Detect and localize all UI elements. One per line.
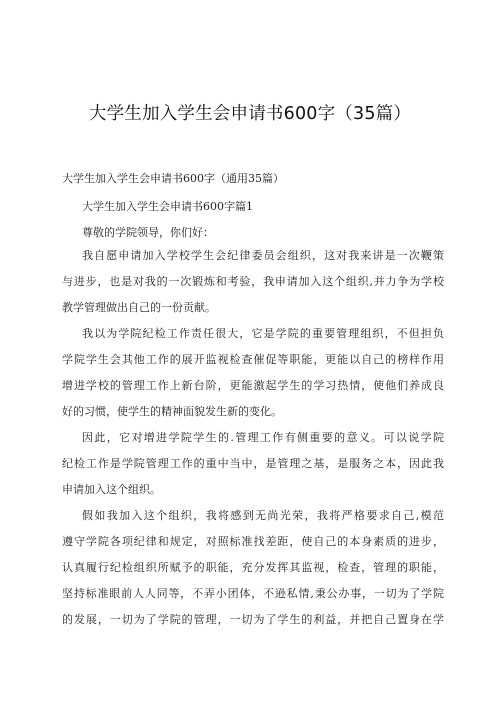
document-title: 大学生加入学生会申请书600字（35篇）	[88, 103, 412, 124]
body-paragraph	[62, 503, 444, 633]
paragraph-line: 坚持标准眼前人人同等，不弄小团体，不逊私情,秉公办事，一切为了学院	[62, 587, 444, 600]
paragraph-line: 认真履行纪检组织所赋予的职能，充分发挥其监视，检查，管理的职能，	[62, 561, 444, 574]
document-subtitle: 大学生加入学生会申请书600字（通用35篇）	[62, 172, 284, 185]
paragraph-line: 遵守学院各项纪律和规定，对照标准找差距，使自己的本身素质的进步，	[62, 535, 444, 548]
paragraph-line: 纪检工作是学院管理工作的重中当中，是管理之基，是服务之本，因此我	[62, 457, 444, 470]
paragraph-line: 我自愿申请加入学校学生会纪律委员会组织，这对我来讲是一次鞭策	[82, 249, 444, 262]
body-paragraph	[62, 243, 444, 321]
paragraph-line: 我以为学院纪检工作责任很大，它是学院的重要管理组织，不但担负	[82, 327, 444, 340]
paragraph-line: 申请加入这个组织。	[62, 483, 161, 496]
paragraph-line: 因此，它对增进学院学生的.管理工作有侧重要的意义。可以说学院	[82, 431, 444, 444]
paragraph-line: 好的习惯，使学生的精神面貌发生新的变化。	[62, 405, 282, 418]
paragraph-line: 的发展，一切为了学院的管理，一切为了学生的利益，并把自己置身在学	[62, 613, 444, 626]
paragraph-line: 与进步，也是对我的一次锻炼和考验，我申请加入这个组织,并力争为学校	[62, 275, 444, 288]
salutation: 尊敬的学院领导，你们好：	[82, 226, 214, 239]
paragraph-line: 教学管理做出自己的一份贡献。	[62, 301, 216, 314]
paragraph-line: 学院学生会其他工作的展开监视检查催促等职能，更能以自己的榜样作用	[62, 353, 444, 366]
body-paragraph	[62, 425, 444, 503]
paragraph-line: 增进学校的管理工作上新台阶，更能激起学生的学习热情，使他们养成良	[62, 379, 444, 392]
section-heading: 大学生加入学生会申请书600字篇1	[82, 200, 253, 213]
body-paragraph	[62, 321, 444, 425]
paragraph-line: 假如我加入这个组织，我将感到无尚光荣，我将严格要求自己,模范	[82, 509, 444, 522]
